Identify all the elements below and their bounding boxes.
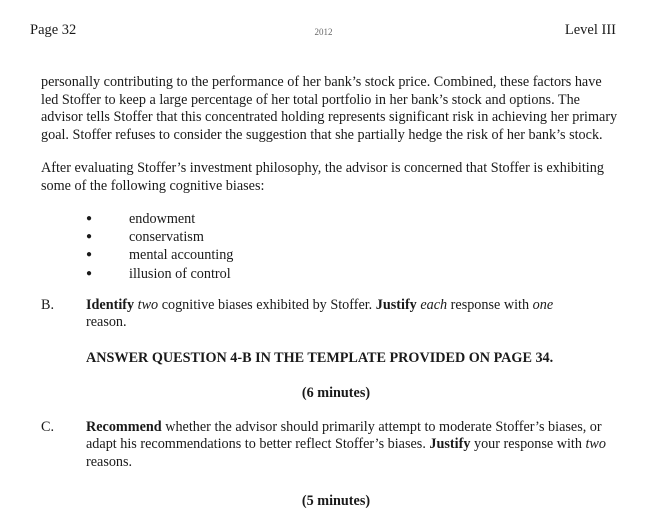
command-verb: Justify	[375, 296, 417, 313]
answer-instruction: ANSWER QUESTION 4-B IN THE TEMPLATE PROVIDED ON PAGE 34.	[86, 349, 554, 366]
question-b-time: (6 minutes)	[301, 385, 371, 402]
list-item	[41, 246, 621, 264]
bullet-icon: ●	[86, 249, 93, 261]
exam-level: Level III	[564, 22, 616, 38]
bias-list	[41, 210, 621, 283]
bullet-icon: ●	[86, 267, 93, 279]
exam-year: 2012	[314, 27, 333, 37]
list-item	[41, 265, 621, 283]
bullet-icon: ●	[86, 231, 93, 243]
emphasis: two	[585, 436, 606, 453]
page-content	[41, 74, 621, 511]
bias-label: conservatism	[129, 229, 204, 246]
question-c-time: (5 minutes)	[301, 493, 371, 510]
page-number: Page 32	[30, 22, 77, 38]
list-item	[41, 210, 621, 228]
case-paragraph-continued: personally contributing to the performance of her bank’s stock price. Combined, these factors have led Stoffer to keep a large percentage of her total portfolio in her bank’s stock and options. The advisor tells Stoffer that this concentrated holding represents significant risk in achieving her primary goal. Stoffer refuses to consider the suggestion that she partially hedge the risk of her bank’s stock.	[41, 74, 618, 143]
emphasis: one	[532, 296, 554, 313]
question-c-letter: C.	[41, 418, 55, 435]
bias-label: endowment	[129, 211, 196, 227]
bias-intro-paragraph: After evaluating Stoffer’s investment philosophy, the advisor is concerned that Stoffer is exhibiting some of the following cognitive biases:	[41, 160, 604, 194]
question-c-text: Recommend whether the advisor should primarily attempt to moderate Stoffer’s biases, or adapt his recommendations to better reflect Stoffer’s biases. Justify your response with two reasons.	[86, 418, 606, 470]
emphasis: two	[137, 296, 159, 313]
page-header	[0, 22, 647, 42]
question-b-letter: B.	[41, 296, 55, 313]
command-verb: Justify	[429, 436, 471, 453]
question-b-text: Identify two cognitive biases exhibited by Stoffer. Justify each response with one reason.	[86, 296, 554, 331]
bias-label: mental accounting	[129, 247, 234, 264]
bullet-icon: ●	[86, 213, 93, 224]
list-item	[41, 228, 621, 246]
question-b	[41, 297, 621, 332]
question-c	[41, 419, 621, 472]
command-verb: Identify	[86, 296, 135, 313]
command-verb: Recommend	[86, 418, 162, 435]
bias-label: illusion of control	[129, 265, 231, 282]
emphasis: each	[420, 296, 448, 313]
